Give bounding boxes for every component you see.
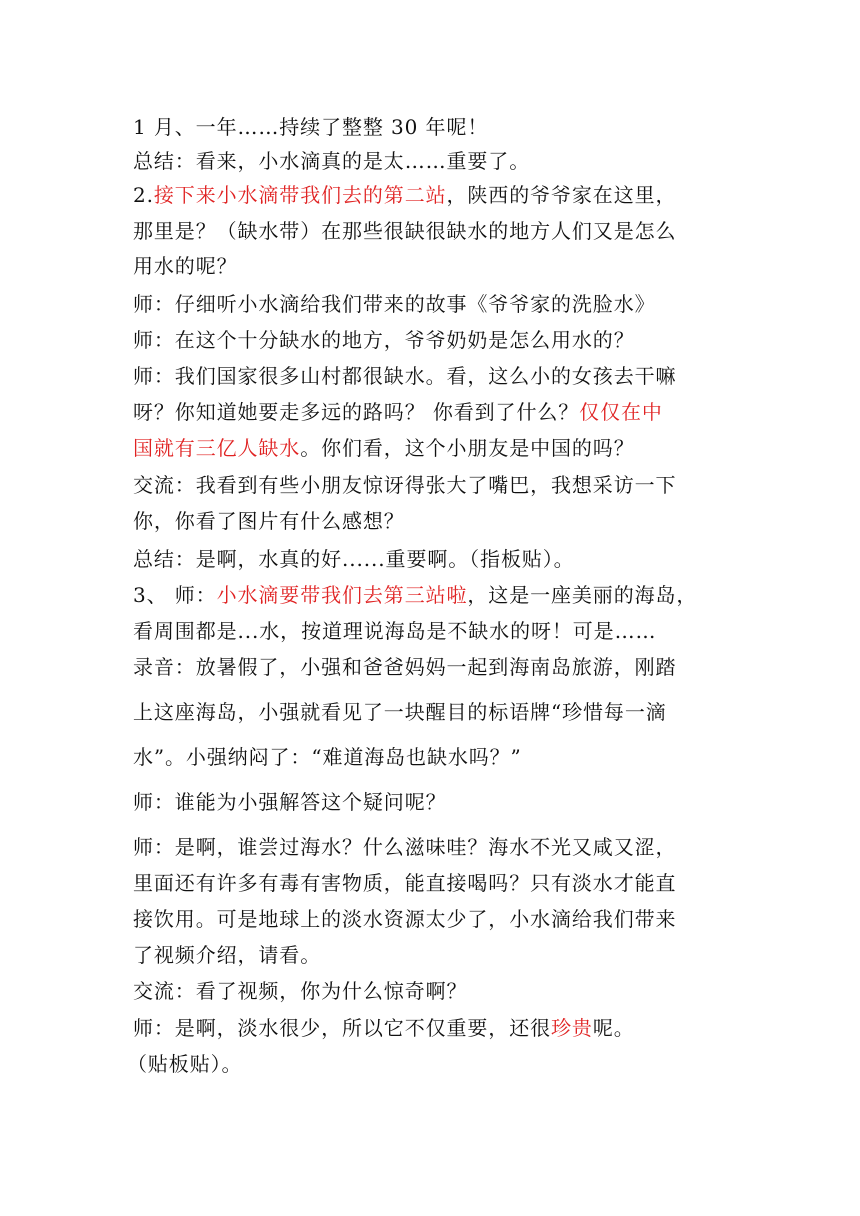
- line-5: 用水的呢？: [133, 254, 238, 278]
- line-4: 那里是？（缺水带）在那些很缺很缺水的地方人们又是怎么: [133, 219, 677, 243]
- line-14: [133, 580, 733, 610]
- highlight-300-million-part1: 仅仅在中: [579, 400, 663, 424]
- line-20: 师：是啊，谁尝过海水？什么滋味哇？海水不光又咸又涩，: [133, 835, 677, 859]
- line-9-prefix: 呀？你知道她要走多远的路吗？ 你看到了什么？: [133, 400, 580, 424]
- highlight-300-million-part2: 国就有三亿人缺水: [133, 436, 301, 460]
- line-11: 交流：我看到有些小朋友惊讶得张大了嘴巴，我想采访一下: [133, 473, 677, 497]
- line-21: 里面还有许多有毒有害物质，能直接喝吗？只有淡水才能直: [133, 871, 677, 895]
- line-6: 师：仔细听小水滴给我们带来的故事《爷爷家的洗脸水》: [133, 292, 656, 316]
- line-16: 录音：放暑假了，小强和爸爸妈妈一起到海南岛旅游，刚踏: [133, 655, 677, 679]
- line-10-suffix: 。你们看，这个小朋友是中国的吗？: [300, 436, 635, 460]
- line-26: （贴板贴）。: [127, 1052, 243, 1076]
- line-12: 你，你看了图片有什么感想？: [133, 509, 405, 533]
- line-22: 接饮用。可是地球上的淡水资源太少了，小水滴给我们带来: [133, 907, 677, 931]
- line-25: [133, 1013, 733, 1043]
- line-1: 1 月、一年……持续了整整 30 年呢！: [133, 115, 489, 139]
- line-13: 总结：是啊，水真的好......重要啊。（指板贴）。: [133, 547, 575, 571]
- line-9: [133, 397, 733, 427]
- line-19: 师：谁能为小强解答这个疑问呢？: [133, 790, 447, 814]
- line-23: 了视频介绍，请看。: [133, 943, 322, 967]
- line-3: [133, 180, 733, 210]
- highlight-second-stop: 接下来小水滴带我们去的第二站: [153, 183, 447, 207]
- line-3-suffix: ，陕西的爷爷家在这里，: [446, 183, 677, 207]
- line-7: 师：在这个十分缺水的地方，爷爷奶奶是怎么用水的？: [133, 328, 635, 352]
- line-8: 师：我们国家很多山村都很缺水。看，这么小的女孩去干嘛: [133, 364, 677, 388]
- line-25-prefix: 师：是啊，淡水很少，所以它不仅重要，还很: [133, 1016, 551, 1040]
- line-18: 水”。小强纳闷了：“难道海岛也缺水吗？”: [133, 745, 522, 769]
- line-25-suffix: 呢。: [592, 1016, 635, 1040]
- highlight-precious: 珍贵: [551, 1016, 593, 1040]
- line-14-prefix: 3、 师：: [133, 583, 217, 607]
- line-15: 看周围都是...水，按道理说海岛是不缺水的呀！可是……: [133, 619, 657, 643]
- line-17: 上这座海岛，小强就看见了一块醒目的标语牌“珍惜每一滴: [133, 700, 667, 724]
- line-10: [133, 433, 733, 463]
- line-3-prefix: 2.: [133, 183, 154, 207]
- highlight-third-stop: 小水滴要带我们去第三站啦: [216, 583, 468, 607]
- line-2: 总结：看来，小水滴真的是太……重要了。: [133, 149, 531, 173]
- line-14-suffix: ，这是一座美丽的海岛，: [467, 583, 698, 607]
- line-24: 交流：看了视频，你为什么惊奇啊？: [133, 979, 468, 1003]
